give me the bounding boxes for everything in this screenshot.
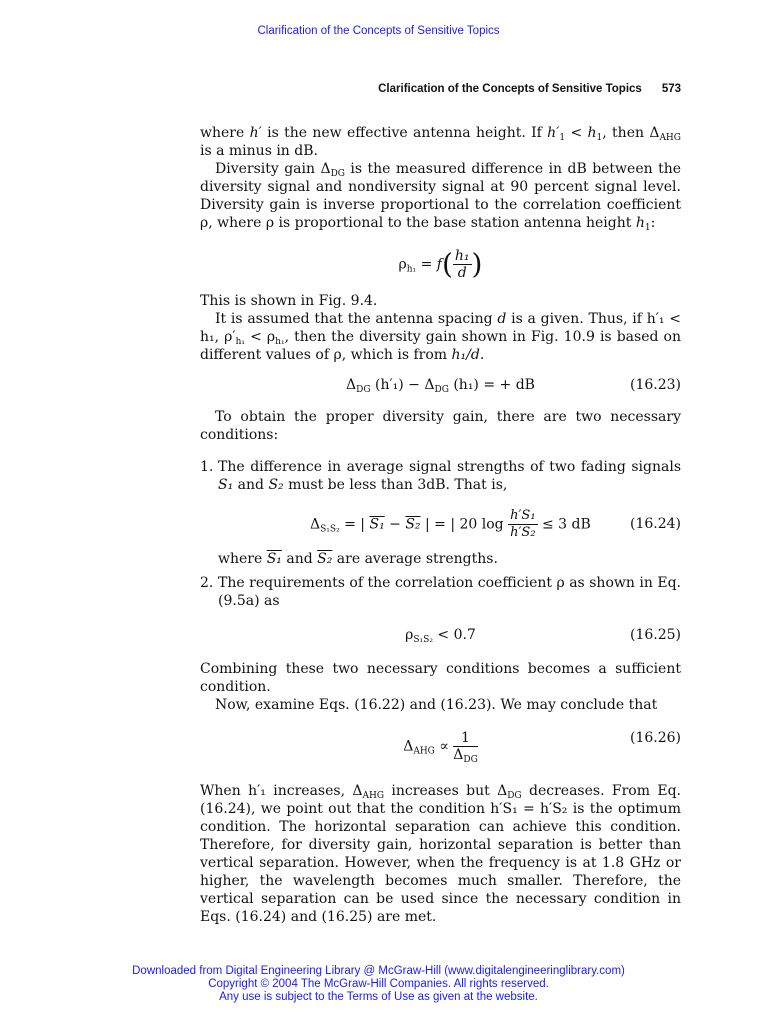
paragraph: It is assumed that the antenna spacing d is a given. Thus, if h′₁ < h₁, $\rho'_{h_1} < \rho_{h_1}$, then the diversity gain shown in Fig. 10.9 is based on different values of ρ, which is from h₁/d.	[200, 311, 681, 363]
footer-download-link[interactable]: Downloaded from Digital Engineering Library @ McGraw-Hill (www.digitalengineeringlibrary.com)	[132, 965, 625, 977]
equation-number: (16.23)	[629, 377, 681, 393]
paragraph: Combining these two necessary conditions becomes a sufficient condition.	[200, 661, 681, 695]
header-link[interactable]: Clarification of the Concepts of Sensitive Topics	[257, 25, 500, 37]
running-head	[200, 83, 681, 95]
paragraph: where h′ is the new effective antenna height. If $h'_1 < h_1$, then $\Delta_{AHG}$ is a minus in dB.	[200, 125, 681, 159]
list-item: 2. The requirements of the correlation coefficient ρ as shown in Eq. (9.5a) as	[200, 575, 681, 609]
equation-16-24: $\Delta_{S_1S_2}$ = | S₁ − S₂ | = | 20 log $\frac{\text{h′S₁}}{\text{h′S₂}}$ ≤ 3 dB (16.24)	[200, 502, 681, 546]
equation-16-25: $\rho_{S_1S_2} < 0.7$ (16.25)	[405, 627, 681, 645]
footer-terms-link[interactable]: Any use is subject to the Terms of Use as given at the website.	[219, 991, 538, 1003]
running-title: Clarification of the Concepts of Sensitive Topics	[378, 83, 642, 95]
list-item: 1. The difference in average signal strengths of two fading signals S₁ and S₂ must be less than 3dB. That is,	[200, 459, 681, 493]
equation-number: (16.26)	[629, 730, 681, 746]
equation-rho: $\rho_{h_1} = f$( $\frac{\text{h₁}}{d}$ )	[398, 247, 483, 281]
footer-copyright: Copyright © 2004 The McGraw-Hill Companies. All rights reserved.	[208, 978, 549, 990]
paragraph: When h′₁ increases, $\Delta_{AHG}$ increases but $\Delta_{DG}$ decreases. From Eq. (16.24), we point out that the condition h′S₁ = h′S₂ is the optimum condition. The horizontal separation can achieve this condition. Therefore, for diversity gain, horizontal separation is better than vertical separation. However, when the frequency is at 1.8 GHz or higher, the wavelength becomes much smaller. Therefore, the vertical separation can be used since the necessary condition in Eqs. (16.24) and (16.25) are met.	[200, 783, 681, 925]
paragraph: This is shown in Fig. 9.4.	[200, 293, 378, 309]
page-number: 573	[661, 83, 681, 95]
paragraph: where S₁ and S₂ are average strengths.	[218, 551, 498, 567]
footer	[0, 965, 757, 1004]
equation-16-26: $\Delta_{AHG}$ ∝ $\frac{1}{\Delta_{DG}}$ (16.26)	[200, 722, 681, 770]
equation-number: (16.25)	[629, 627, 681, 643]
paragraph: Now, examine Eqs. (16.22) and (16.23). We may conclude that	[215, 697, 658, 713]
equation-number: (16.24)	[629, 516, 681, 532]
paragraph: Diversity gain $\Delta_{DG}$ is the measured difference in dB between the diversity signal and nondiversity signal at 90 percent signal level. Diversity gain is inverse proportional to the correlation coefficient ρ, where ρ is proportional to the base station antenna height $h_1$:	[200, 161, 681, 233]
page-body	[200, 124, 681, 926]
equation-16-23: $\Delta_{DG}$ $(h'_1) - \Delta_{DG}$ (h₁) = + dB (16.23)	[346, 377, 681, 395]
paragraph: To obtain the proper diversity gain, there are two necessary conditions:	[200, 409, 681, 443]
